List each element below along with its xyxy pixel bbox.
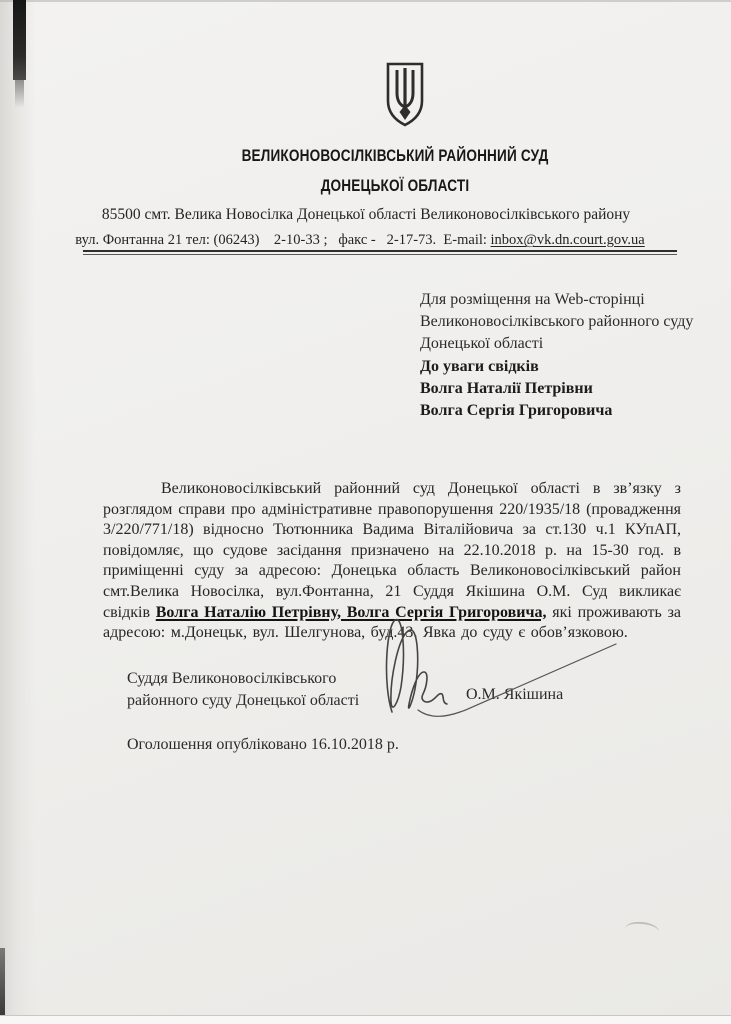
web-posting-note [420,289,693,355]
witness-name-1: Волга Наталії Петрівни [420,380,593,397]
judge-title-line2: районного суду Донецької області [127,692,360,709]
witness-name-2: Волга Сергія Григоровича [420,402,613,419]
binding-smudge-artifact [15,80,24,108]
publication-date-line: Оголошення опубліковано 16.10.2018 р. [127,736,399,753]
judge-name: О.М. Якішина [466,686,564,703]
witness-names-bold: Волга Наталію Петрівну, Волга Сергія Григоровича, [155,603,547,621]
scan-curve-artifact [624,920,659,939]
web-posting-note-line2: Великоновосілківського районного суду [420,313,694,330]
contact-text: вул. Фонтанна 21 тел: (06243) 2-10-33 ; факс - 2-17-73. E-mail: [75,232,491,248]
court-name-line1: ВЕЛИКОНОВОСІЛКІВСЬКИЙ РАЙОННИЙ СУД [241,146,549,165]
page-left-shadow [0,0,36,1024]
judge-title-line1: Суддя Великоновосілківського [127,670,337,687]
court-address-line: 85500 смт. Велика Новосілка Донецької області Великоновосілківського району [101,206,631,223]
bottom-left-edge-artifact [0,948,5,1016]
attention-heading: До уваги свідків [420,358,539,375]
judge-title-block [127,668,359,712]
header-divider [83,250,677,255]
notice-text-part1: Великоновосілківський районний суд Донецької області в зв’язку з розглядом справи про адміністративне правопорушення 220/1935/18 (провадження 3/220/771/18) відносно Тютюнника Вадима Віталійовича за ст.130 ч.1 КУпАП, повідомляє, що судове засідання призначено на 22.10.2018 р. на 15-30 год. в приміщенні суду за адресою: Донецька область Великоновосілківський район смт.Велика Новосілка, вул.Фонтанна, 21 Суддя Якішина О.М. Суд викликає свідків [103,480,681,621]
web-posting-note-line3: Донецької області [420,335,544,352]
court-name-line2: ДОНЕЦЬКОЇ ОБЛАСТІ [320,176,470,195]
scan-top-edge [0,0,731,2]
web-posting-note-line1: Для розміщення на Web-сторінці [420,291,645,308]
witness-attention-block [420,356,612,422]
binding-bar-artifact [13,0,26,80]
email-link[interactable]: inbox@vk.dn.court.gov.ua [490,232,645,248]
notice-text-part2: які проживають за адресою: м.Донецьк, вул. Шелгунова, буд.43. Явка до суду є обов’язковою. [103,603,681,642]
page-bottom-edge [0,1015,731,1024]
notice-body-paragraph [103,479,681,644]
court-contact-line [30,232,690,249]
ukraine-trident-emblem-icon [385,61,425,128]
